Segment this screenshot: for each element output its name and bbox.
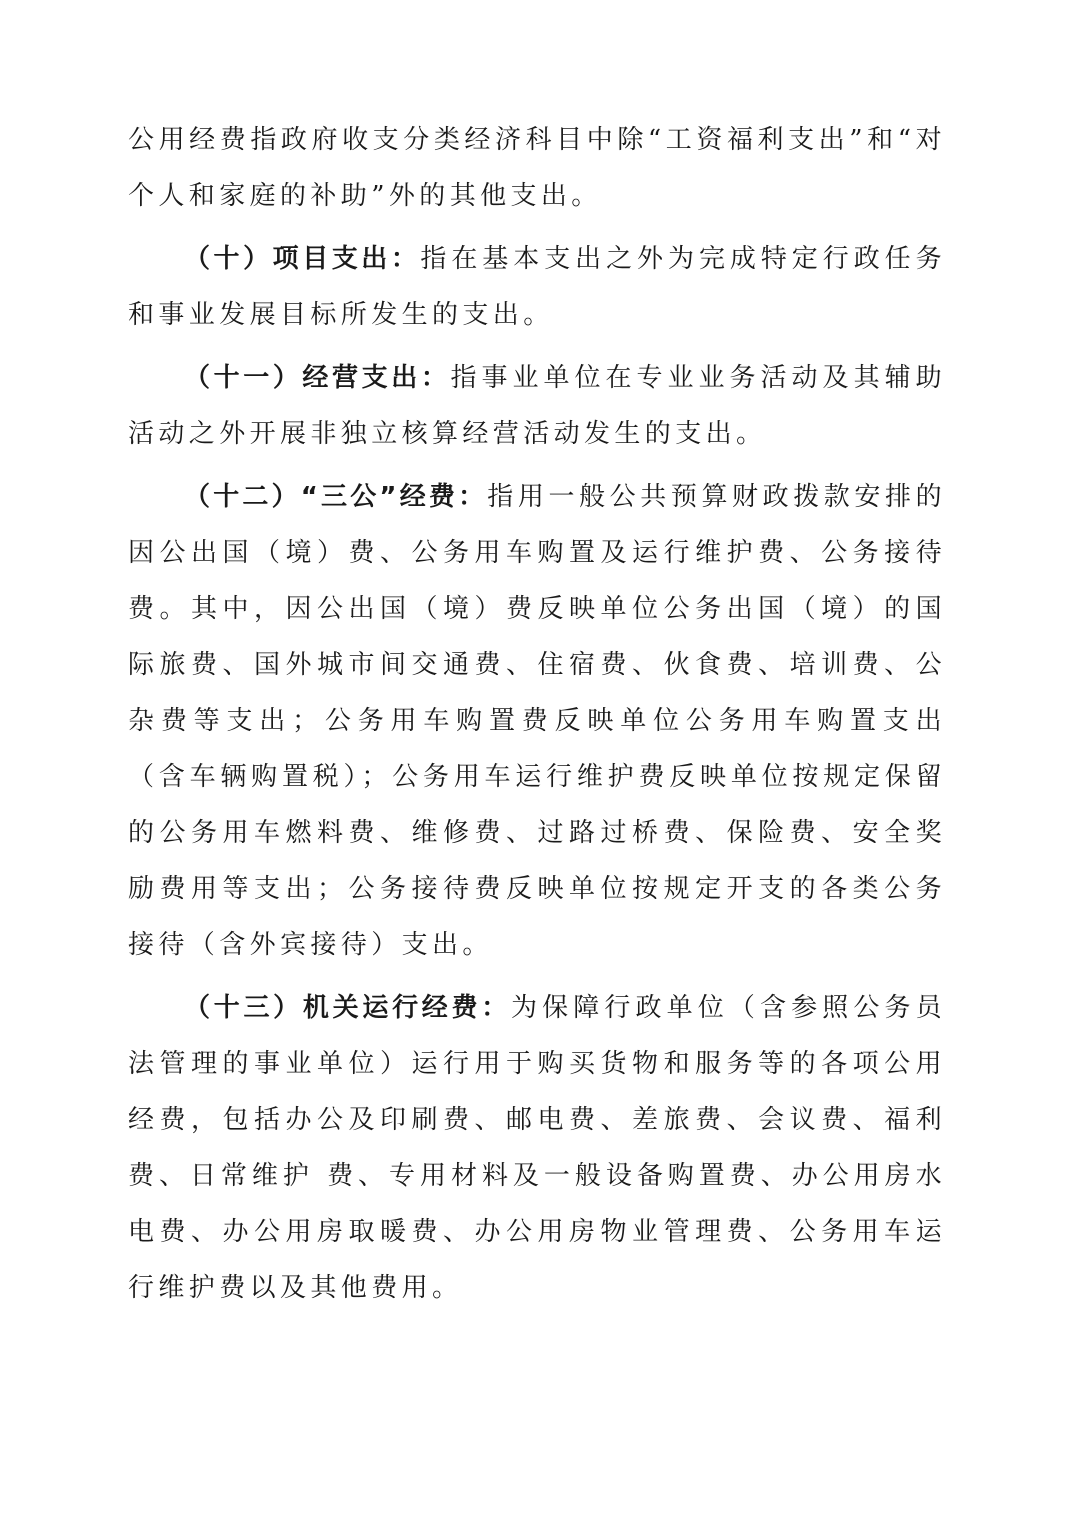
- paragraph-text: 指用一般公共预算财政拨款安排的因公出国（境）费、公务用车购置及运行维护费、公务接待费。其中，因公出国（境）费反映单位公务出国（境）的国际旅费、国外城市间交通费、住宿费、伙食费、培训费、公杂费等支出；公务用车购置费反映单位公务用车购置支出（含车辆购置税）；公务用车运行维护费反映单位按规定保留的公务用车燃料费、维修费、过路过桥费、保险费、安全奖励费用等支出；公务接待费反映单位按规定开支的各类公务接待（含外宾接待）支出。: [128, 482, 946, 960]
- paragraph-three-public-expenses: [128, 469, 946, 973]
- document-body: [128, 112, 946, 1323]
- paragraph-operating-expenditure: [128, 350, 946, 462]
- term-agency-operating-expenses: （十三）机关运行经费：: [184, 993, 511, 1023]
- term-project-expenditure: （十）项目支出：: [184, 244, 421, 274]
- term-operating-expenditure: （十一）经营支出：: [184, 363, 451, 393]
- paragraph-text: 指事业单位在专业业务活动及其辅助活动之外开展非独立核算经营活动发生的支出。: [128, 363, 946, 449]
- paragraph-project-expenditure: [128, 231, 946, 343]
- paragraph-text: 为保障行政单位（含参照公务员法管理的事业单位）运行用于购买货物和服务等的各项公用经费，包括办公及印刷费、邮电费、差旅费、会议费、福利费、日常维护 费、专用材料及一般设备购置费、办公用房水电费、办公用房取暖费、办公用房物业管理费、公务用车运行维护费以及其他费用。: [128, 993, 946, 1303]
- term-three-public-expenses: （十二）“三公”经费：: [184, 482, 488, 512]
- paragraph-public-expense-continuation: [128, 112, 946, 224]
- paragraph-agency-operating-expenses: [128, 980, 946, 1316]
- paragraph-text: 指在基本支出之外为完成特定行政任务和事业发展目标所发生的支出。: [128, 244, 946, 330]
- paragraph-text: 公用经费指政府收支分类经济科目中除“工资福利支出”和“对个人和家庭的补助”外的其他支出。: [128, 125, 946, 211]
